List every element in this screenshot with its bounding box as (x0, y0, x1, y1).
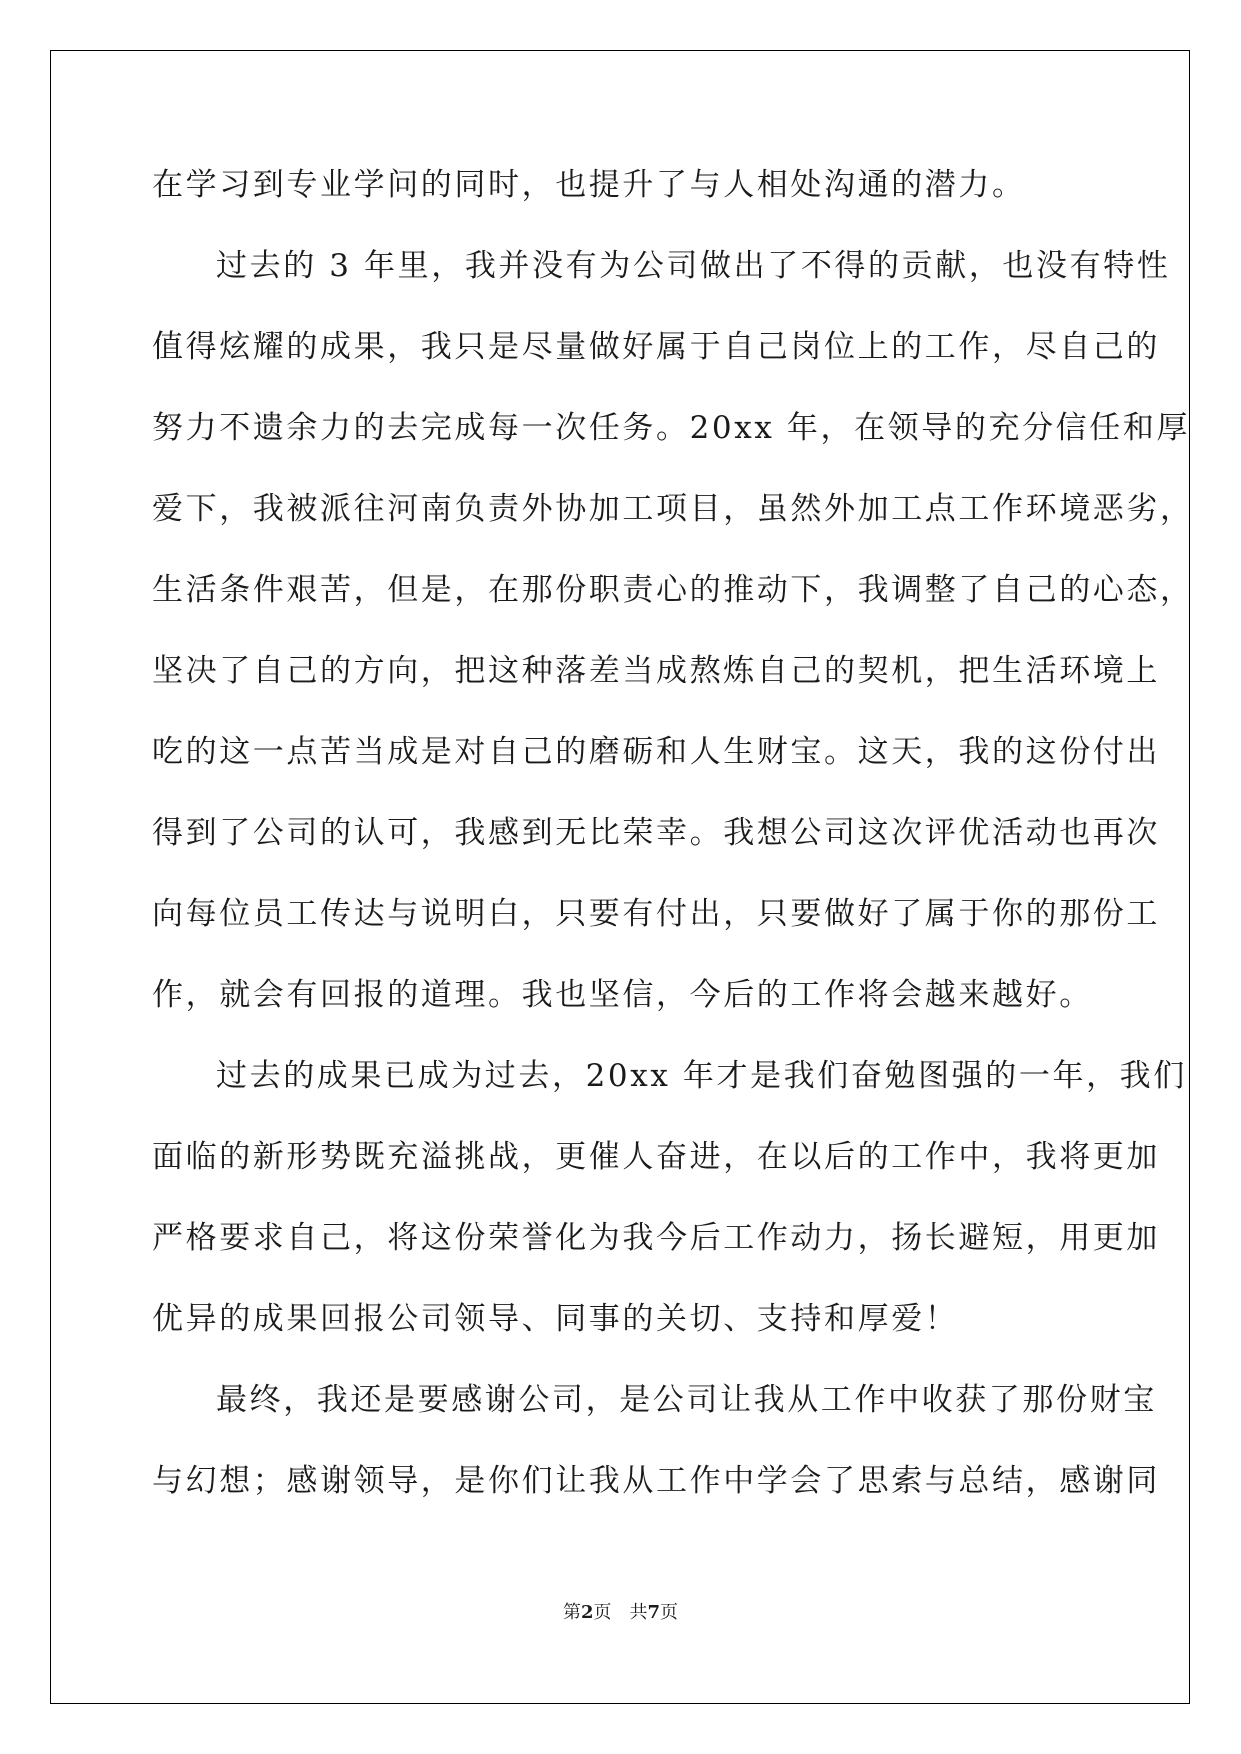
text-line: 与幻想；感谢领导，是你们让我从工作中学会了思索与总结，感谢同 (152, 1463, 1160, 1499)
text-line: 过去的 3 年里，我并没有为公司做出了不得的贡献，也没有特性 (216, 248, 1171, 284)
text-line: 生活条件艰苦，但是，在那份职责心的推动下，我调整了自己的心态， (152, 572, 1194, 608)
text-line: 作，就会有回报的道理。我也坚信，今后的工作将会越来越好。 (152, 977, 1093, 1013)
text-line: 过去的成果已成为过去，20xx 年才是我们奋勉图强的一年，我们 (216, 1058, 1187, 1094)
total-suffix: 页 (660, 1602, 679, 1623)
total-prefix: 共 (629, 1602, 648, 1623)
text-line: 严格要求自己，将这份荣誉化为我今后工作动力，扬长避短，用更加 (152, 1220, 1160, 1256)
text-line: 最终，我还是要感谢公司，是公司让我从工作中收获了那份财宝 (216, 1382, 1157, 1418)
page-suffix: 页 (593, 1602, 612, 1623)
text-line: 向每位员工传达与说明白，只要有付出，只要做好了属于你的那份工 (152, 896, 1160, 932)
page-prefix: 第 (562, 1602, 581, 1623)
text-line: 爱下，我被派往河南负责外协加工项目，虽然外加工点工作环境恶劣， (152, 491, 1194, 527)
text-line: 得到了公司的认可，我感到无比荣幸。我想公司这次评优活动也再次 (152, 815, 1160, 851)
total-page-count: 7 (647, 1602, 661, 1623)
text-line: 吃的这一点苦当成是对自己的磨砺和人生财宝。这天，我的这份付出 (152, 734, 1160, 770)
current-page-number: 2 (580, 1602, 594, 1623)
text-line: 优异的成果回报公司领导、同事的关切、支持和厚爱！ (152, 1301, 959, 1337)
text-line: 值得炫耀的成果，我只是尽量做好属于自己岗位上的工作，尽自己的 (152, 329, 1160, 365)
document-body (152, 160, 1194, 1537)
text-line: 坚决了自己的方向，把这种落差当成熬炼自己的契机，把生活环境上 (152, 653, 1160, 689)
page-number-footer (0, 1598, 1241, 1624)
text-line: 面临的新形势既充溢挑战，更催人奋进，在以后的工作中，我将更加 (152, 1139, 1160, 1175)
text-line: 努力不遗余力的去完成每一次任务。20xx 年，在领导的充分信任和厚 (152, 410, 1191, 446)
text-line: 在学习到专业学问的同时，也提升了与人相处沟通的潜力。 (152, 167, 1026, 203)
